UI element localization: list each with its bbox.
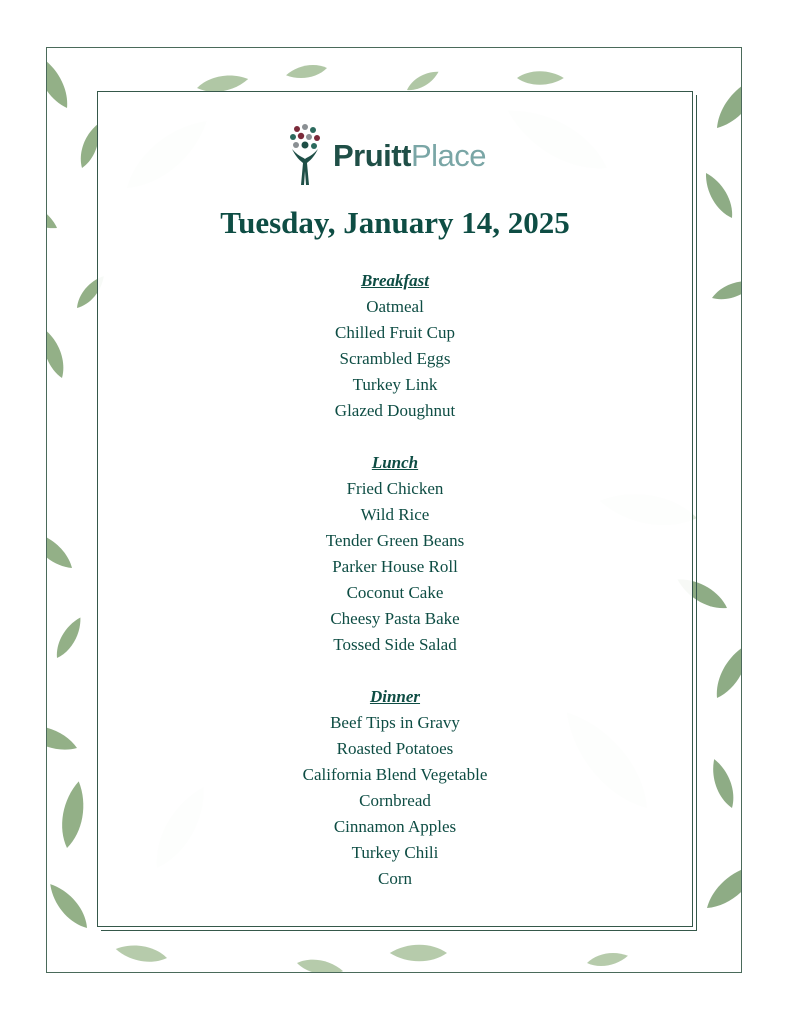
pruitt-place-logo	[287, 123, 507, 189]
dinner-section	[97, 684, 693, 892]
menu-item: Corn	[378, 869, 412, 888]
tree-person-icon	[287, 123, 331, 189]
menu-item: Wild Rice	[360, 505, 430, 524]
lunch-heading: Lunch	[371, 453, 419, 472]
menu-item: Scrambled Eggs	[339, 349, 451, 368]
menu-item: Beef Tips in Gravy	[330, 713, 460, 732]
menu-item: Cheesy Pasta Bake	[330, 609, 460, 628]
breakfast-heading: Breakfast	[361, 271, 429, 290]
logo-word-pruitt: Pruitt	[333, 138, 411, 173]
lunch-section	[97, 450, 693, 658]
logo-word-place: Place	[410, 138, 486, 173]
menu-item: Cinnamon Apples	[333, 817, 457, 836]
menu-item: Parker House Roll	[332, 557, 458, 576]
menu-item: Tender Green Beans	[325, 531, 465, 550]
menu-item: Cornbread	[359, 791, 431, 810]
breakfast-section	[97, 268, 693, 424]
menu-item: Tossed Side Salad	[333, 635, 457, 654]
menu-item: Glazed Doughnut	[334, 401, 456, 420]
menu-item: Chilled Fruit Cup	[335, 323, 455, 342]
menu-content	[97, 91, 693, 927]
menu-item: Oatmeal	[366, 297, 424, 316]
menu-item: Fried Chicken	[346, 479, 444, 498]
menu-item: Turkey Chili	[351, 843, 439, 862]
dinner-heading: Dinner	[369, 687, 421, 706]
menu-item: Coconut Cake	[346, 583, 444, 602]
menu-item: Roasted Potatoes	[336, 739, 454, 758]
menu-date-title: Tuesday, January 14, 2025	[220, 205, 570, 240]
menu-item: Turkey Link	[352, 375, 438, 394]
menu-item: California Blend Vegetable	[302, 765, 488, 784]
